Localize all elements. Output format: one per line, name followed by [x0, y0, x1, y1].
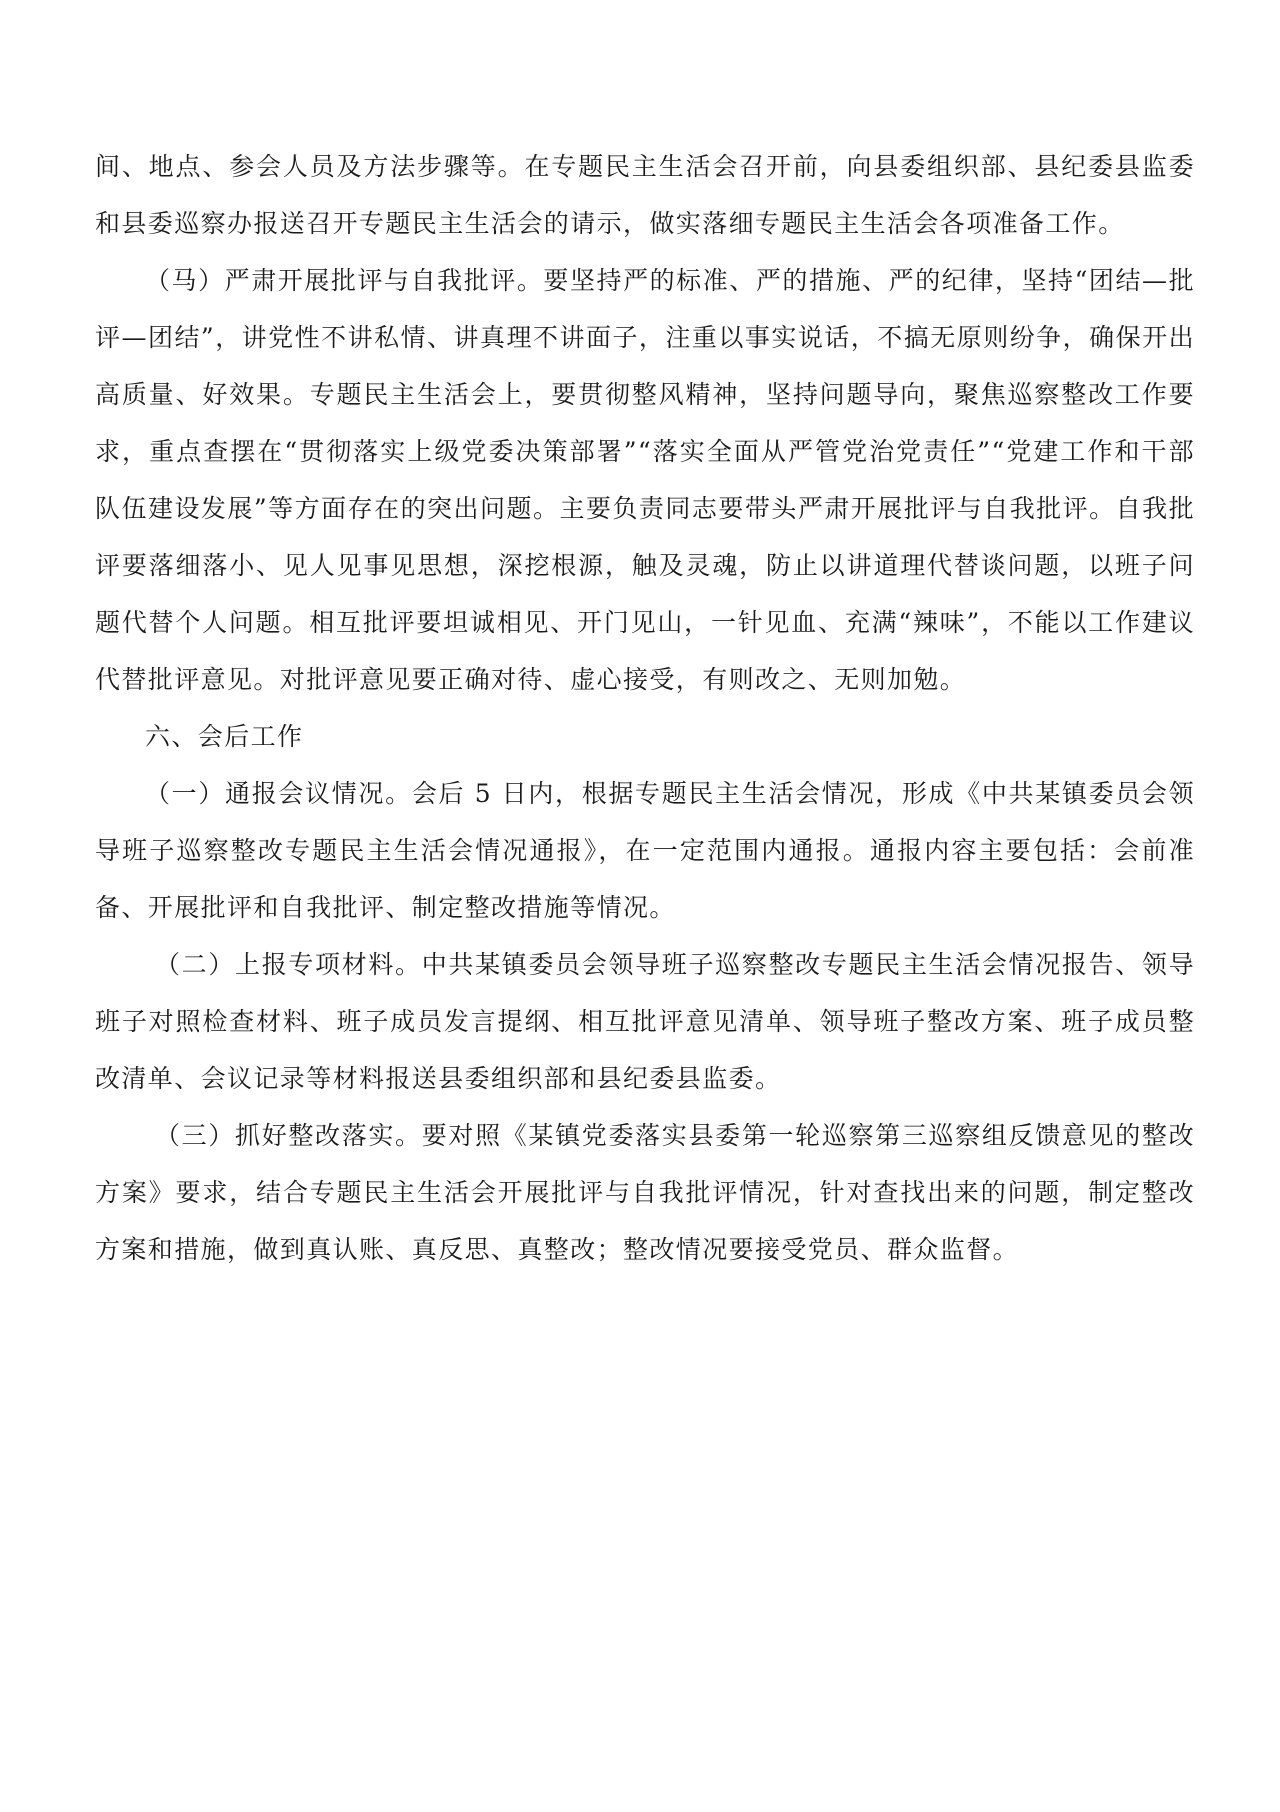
document-body — [95, 138, 1195, 1278]
paragraph-rectification: （三）抓好整改落实。要对照《某镇党委落实县委第一轮巡察第三巡察组反馈意见的整改方案》要求，结合专题民主生活会开展批评与自我批评情况，针对查找出来的问题，制定整改方案和措施，做到真认账、真反思、真整改；整改情况要接受党员、群众监督。 — [95, 1121, 1195, 1264]
section-heading-post-meeting: 六、会后工作 — [145, 722, 304, 751]
paragraph-criticism: （马）严肃开展批评与自我批评。要坚持严的标准、严的措施、严的纪律，坚持“团结—批评—团结”，讲党性不讲私情、讲真理不讲面子，注重以事实说话，不搞无原则纷争，确保开出高质量、好效果。专题民主生活会上，要贯彻整风精神，坚持问题导向，聚焦巡察整改工作要求，重点查摆在“贯彻落实上级党委决策部署”“落实全面从严管党治党责任”“党建工作和干部队伍建设发展”等方面存在的突出问题。主要负责同志要带头严肃开展批评与自我批评。自我批评要落细落小、见人见事见思想，深挖根源，触及灵魂，防止以讲道理代替谈问题，以班子问题代替个人问题。相互批评要坦诚相见、开门见山，一针见血、充满“辣味”，不能以工作建议代替批评意见。对批评意见要正确对待、虚心接受，有则改之、无则加勉。 — [95, 266, 1195, 694]
paragraph-submit-materials: （二）上报专项材料。中共某镇委员会领导班子巡察整改专题民主生活会情况报告、领导班子对照检查材料、班子成员发言提纲、相互批评意见清单、领导班子整改方案、班子成员整改清单、会议记录等材料报送县委组织部和县纪委县监委。 — [95, 950, 1195, 1093]
paragraph-report-meeting: （一）通报会议情况。会后 5 日内，根据专题民主生活会情况，形成《中共某镇委员会领导班子巡察整改专题民主生活会情况通报》，在一定范围内通报。通报内容主要包括：会前准备、开展批评和自我批评、制定整改措施等情况。 — [95, 779, 1195, 922]
paragraph-continuation: 间、地点、参会人员及方法步骤等。在专题民主生活会召开前，向县委组织部、县纪委县监委和县委巡察办报送召开专题民主生活会的请示，做实落细专题民主生活会各项准备工作。 — [95, 152, 1195, 238]
